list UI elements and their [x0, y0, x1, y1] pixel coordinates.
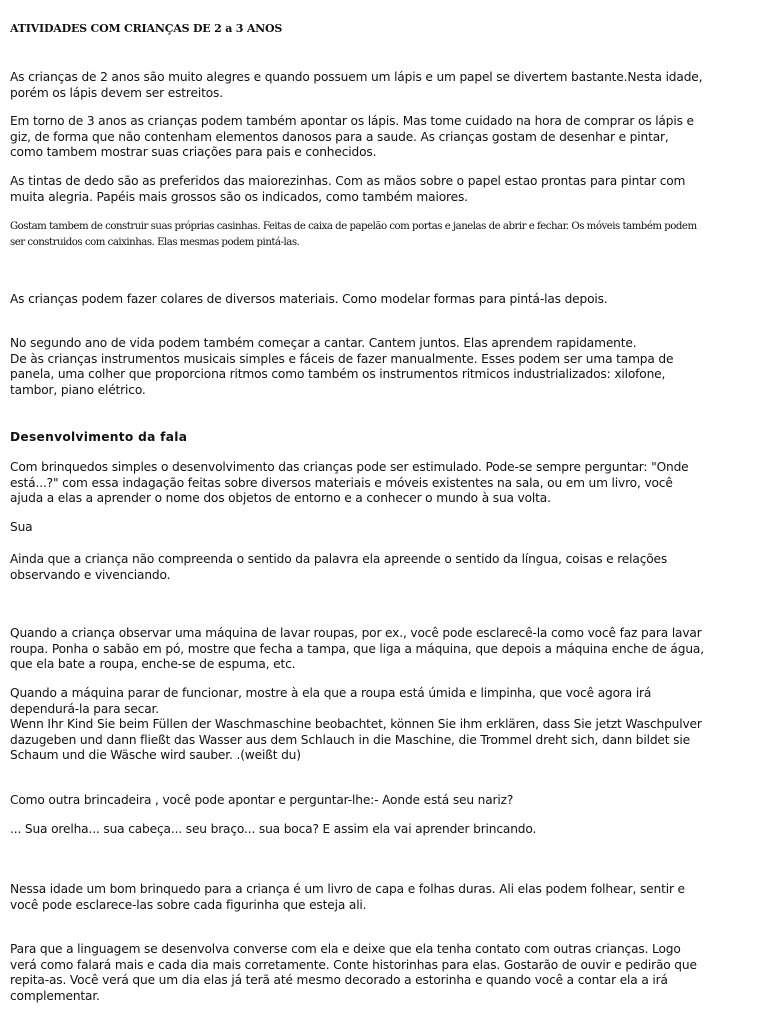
paragraph	[10, 793, 740, 809]
section-heading: Desenvolvimento da fala	[10, 430, 188, 444]
paragraph-line: porém os lápis devem ser estreitos.	[10, 85, 223, 100]
paragraph	[10, 219, 740, 251]
paragraph-line: Sua	[10, 520, 33, 534]
paragraph-line: As tintas de dedo são as preferidos das maiorezinhas. Com as mãos sobre o papel estao prontas para pintar com	[10, 174, 686, 188]
paragraph-line: observando e vivenciando.	[10, 567, 171, 582]
paragraph-line: dazugeben und dann fließt das Wasser aus dem Schlauch in die Maschine, die Trommel dreht sich, dann bildet sie	[10, 732, 690, 747]
paragraph-line: complementar.	[10, 988, 100, 1003]
paragraph-line: Wenn Ihr Kind Sie beim Füllen der Waschmaschine beobachtet, können Sie ihm erklären, dass Sie jetzt Waschpulver	[10, 717, 702, 731]
paragraph-line: está...?" com essa indagação feitas sobre diversos materiais e móveis existentes na sala, ou em um livro, você	[10, 475, 673, 490]
paragraph-line: As crianças podem fazer colares de diversos materiais. Como modelar formas para pintá-las depois.	[10, 292, 608, 306]
paragraph-line: Para que a linguagem se desenvolva converse com ela e deixe que ela tenha contato com outras crianças. Logo	[10, 942, 681, 956]
paragraph	[10, 552, 740, 583]
paragraph-line: muita alegria. Papéis mais grossos são os indicados, como também maiores.	[10, 189, 468, 204]
paragraph-line: De às crianças instrumentos musicais simples e fáceis de fazer manualmente. Esses podem ser uma tampa de	[10, 351, 674, 366]
paragraph-line: giz, de forma que não contenham elementos danosos para a saude. As crianças gostam de desenhar e pintar,	[10, 129, 669, 144]
paragraph-line: repita-as. Você verá que um dia elas já terã até mesmo decorado a estorinha e quando você a contar ela a irá	[10, 973, 668, 987]
paragraph-line: ... Sua orelha... sua cabeça... seu braço... sua boca? E assim ela vai aprender brincando.	[10, 822, 537, 836]
paragraph-line: panela, uma colher que proporciona ritmos como também os instrumentos ritmicos industrializados: xilofone,	[10, 367, 666, 381]
paragraph-line: Schaum und die Wäsche wird sauber. .(weißt du)	[10, 748, 301, 762]
paragraph-line: como tambem mostrar suas criações para pais e conhecidos.	[10, 145, 377, 159]
paragraph-line: ajuda a elas a aprender o nome dos objetos de entorno e a conhecer o mundo à sua volta.	[10, 491, 551, 505]
paragraph-line: Gostam tambem de construir suas próprias casinhas. Feitas de caixa de papelão com portas e janelas de abrir e fechar. Os móveis também podem	[10, 221, 697, 232]
paragraph-line: Quando a máquina parar de funcionar, mostre à ela que a roupa está úmida e limpinha, que você agora irá	[10, 686, 652, 700]
paragraph	[10, 292, 740, 308]
paragraph	[10, 70, 740, 101]
paragraph-line: Com brinquedos simples o desenvolvimento das crianças pode ser estimulado. Pode-se sempre perguntar: "Onde	[10, 460, 689, 474]
paragraph-line: As crianças de 2 anos são muito alegres e quando possuem um lápis e um papel se divertem bastante.Nesta idade,	[10, 70, 703, 84]
paragraph	[10, 686, 740, 764]
paragraph-line: No segundo ano de vida podem também começar a cantar. Cantem juntos. Elas aprendem rapidamente.	[10, 336, 637, 350]
paragraph	[10, 114, 740, 161]
paragraph	[10, 520, 740, 536]
paragraph	[10, 822, 740, 838]
paragraph-line: você pode esclarece-las sobre cada figurinha que esteja ali.	[10, 897, 367, 912]
paragraph-line: Nessa idade um bom brinquedo para a criança é um livro de capa e folhas duras. Ali elas podem folhear, sentir e	[10, 882, 685, 896]
paragraph	[10, 174, 740, 205]
paragraph	[10, 460, 740, 507]
paragraph-line: dependurá-la para secar.	[10, 701, 159, 716]
paragraph	[10, 882, 740, 913]
paragraph-line: roupa. Ponha o sabão em pó, mostre que fecha a tampa, que liga a máquina, que depois a máquina enche de água,	[10, 641, 704, 656]
paragraph-line: verá como falará mais e cada dia mais corretamente. Conte historinhas para elas. Gostarão de ouvir e pedirão que	[10, 957, 697, 972]
paragraph-line: que ela bate a roupa, enche-se de espuma, etc.	[10, 657, 296, 671]
paragraph-line: ser construidos com caixinhas. Elas mesmas podem pintá-las.	[10, 237, 300, 248]
paragraph	[10, 626, 740, 673]
paragraph-line: Como outra brincadeira , você pode apontar e perguntar-lhe:- Aonde está seu nariz?	[10, 793, 514, 807]
paragraph-line: tambor, piano elétrico.	[10, 382, 146, 397]
paragraph	[10, 942, 740, 1004]
paragraph-line: Quando a criança observar uma máquina de lavar roupas, por ex., você pode esclarecê-la como você faz para lavar	[10, 626, 702, 640]
paragraph	[10, 336, 740, 398]
paragraph-line: Em torno de 3 anos as crianças podem também apontar os lápis. Mas tome cuidado na hora de comprar os lápis e	[10, 114, 694, 128]
paragraph-line: Ainda que a criança não compreenda o sentido da palavra ela apreende o sentido da língua, coisas e relações	[10, 552, 668, 566]
document-title: ATIVIDADES COM CRIANÇAS DE 2 a 3 ANOS	[10, 22, 283, 35]
